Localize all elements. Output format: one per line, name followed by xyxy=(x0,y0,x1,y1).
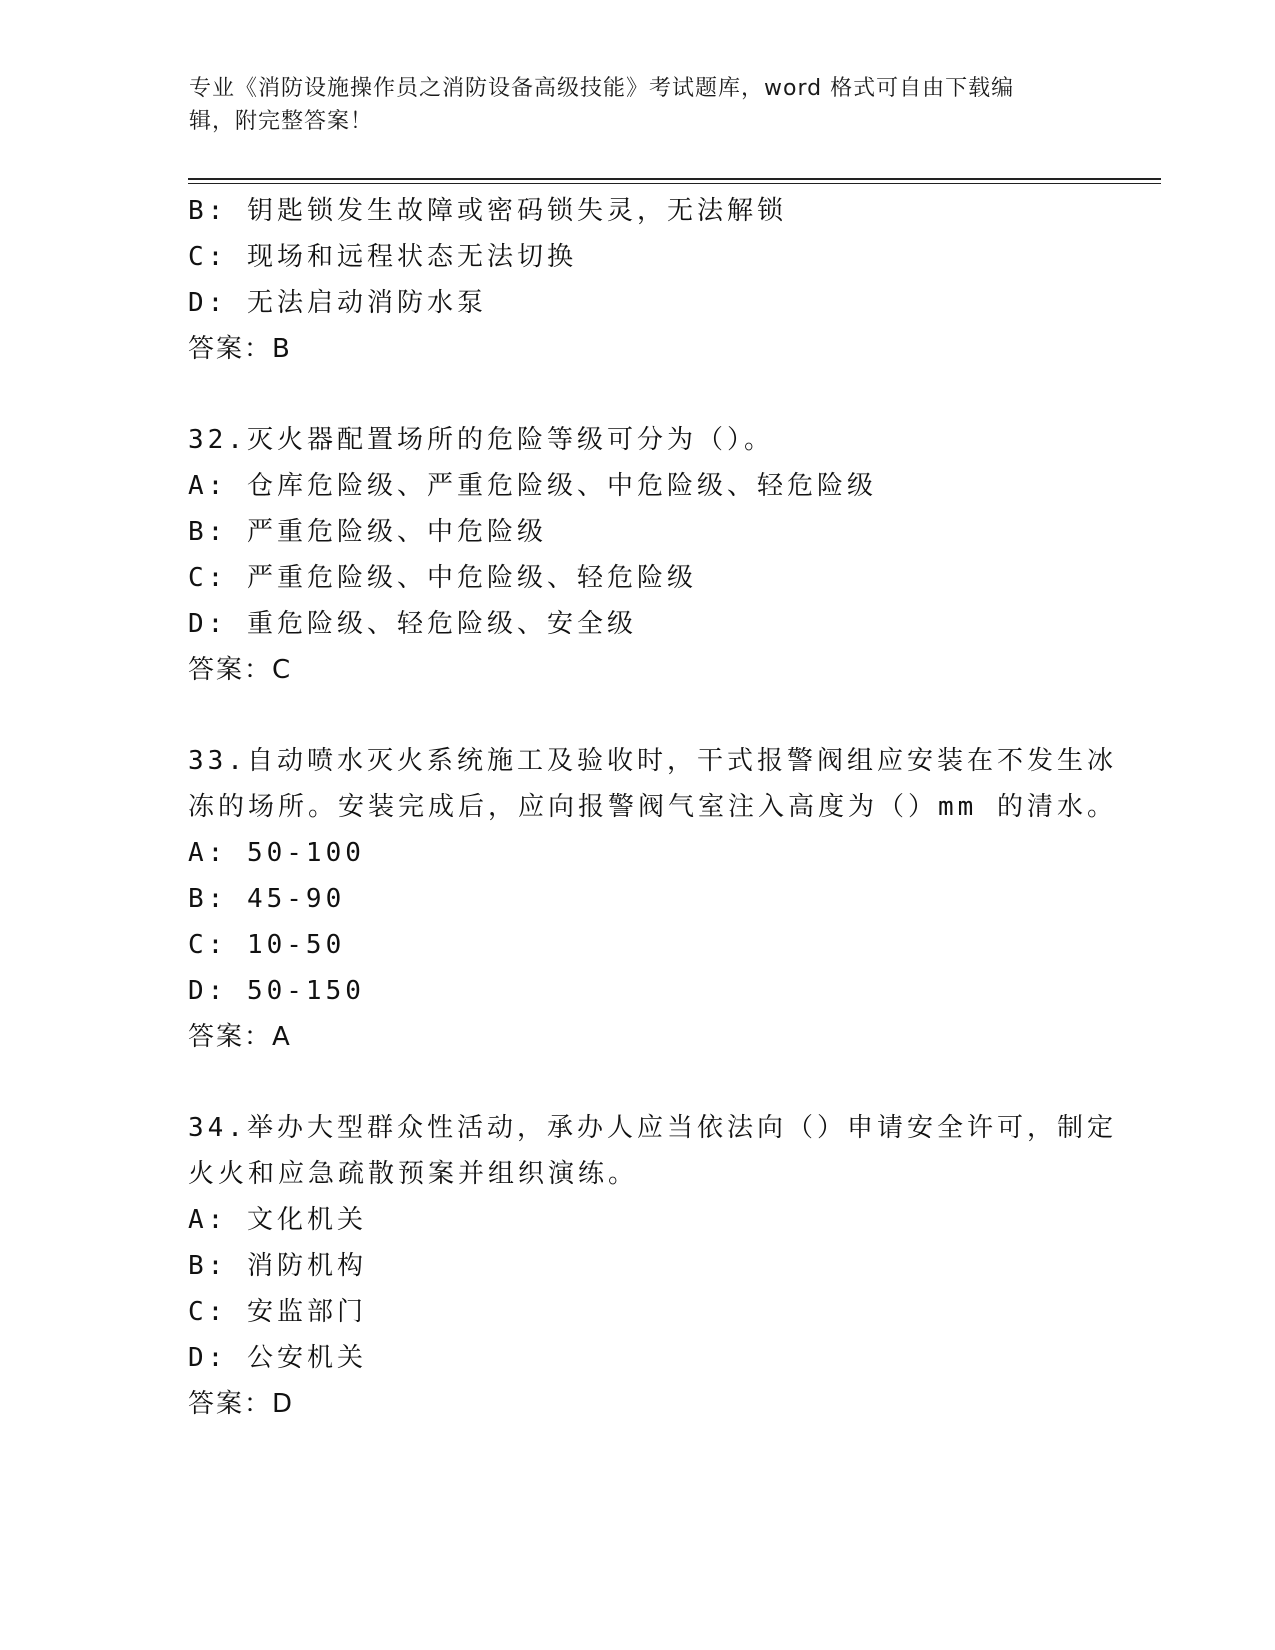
answer: 答案：C xyxy=(188,655,293,685)
option-d: D: 50-150 xyxy=(188,976,365,1006)
option-a: A: 50-100 xyxy=(188,838,365,868)
question-stem-line-1: 33.自动喷水灭火系统施工及验收时，干式报警阀组应安装在不发生冰 xyxy=(188,746,1117,776)
question-33 xyxy=(188,738,1117,1060)
option-c: C: 现场和远程状态无法切换 xyxy=(188,242,577,272)
header-divider xyxy=(188,178,1161,184)
question-stem: 32.灭火器配置场所的危险等级可分为（）。 xyxy=(188,425,774,455)
question-31-tail xyxy=(188,188,1088,372)
option-c: C: 安监部门 xyxy=(188,1297,367,1327)
document-header xyxy=(189,72,1069,138)
option-a: A: 仓库危险级、严重危险级、中危险级、轻危险级 xyxy=(188,471,877,501)
question-list xyxy=(188,188,1117,1427)
option-d: D: 公安机关 xyxy=(188,1343,367,1373)
question-stem-line-1: 34.举办大型群众性活动，承办人应当依法向（）申请安全许可，制定 xyxy=(188,1113,1117,1143)
option-b: B: 钥匙锁发生故障或密码锁失灵，无法解锁 xyxy=(188,196,787,226)
spacer xyxy=(188,693,1088,738)
option-d: D: 重危险级、轻危险级、安全级 xyxy=(188,609,637,639)
option-b: B: 严重危险级、中危险级 xyxy=(188,517,547,547)
question-34 xyxy=(188,1105,1117,1427)
question-stem-line-2: 火火和应急疏散预案并组织演练。 xyxy=(188,1159,639,1189)
option-c: C: 严重危险级、中危险级、轻危险级 xyxy=(188,563,697,593)
option-b: B: 45-90 xyxy=(188,884,346,914)
option-a: A: 文化机关 xyxy=(188,1205,367,1235)
header-line-1: 专业《消防设施操作员之消防设备高级技能》考试题库，word 格式可自由下载编 xyxy=(189,76,1015,101)
answer: 答案：A xyxy=(188,1022,292,1052)
spacer xyxy=(188,372,1088,417)
question-stem-line-2: 冻的场所。安装完成后，应向报警阀气室注入高度为（）mm 的清水。 xyxy=(188,792,1117,822)
option-d: D: 无法启动消防水泵 xyxy=(188,288,487,318)
option-c: C: 10-50 xyxy=(188,930,346,960)
answer: 答案：D xyxy=(188,1389,295,1419)
option-b: B: 消防机构 xyxy=(188,1251,367,1281)
question-32 xyxy=(188,417,1088,693)
header-line-2: 辑，附完整答案！ xyxy=(189,109,374,134)
answer: 答案：B xyxy=(188,334,292,364)
spacer xyxy=(188,1060,1088,1105)
